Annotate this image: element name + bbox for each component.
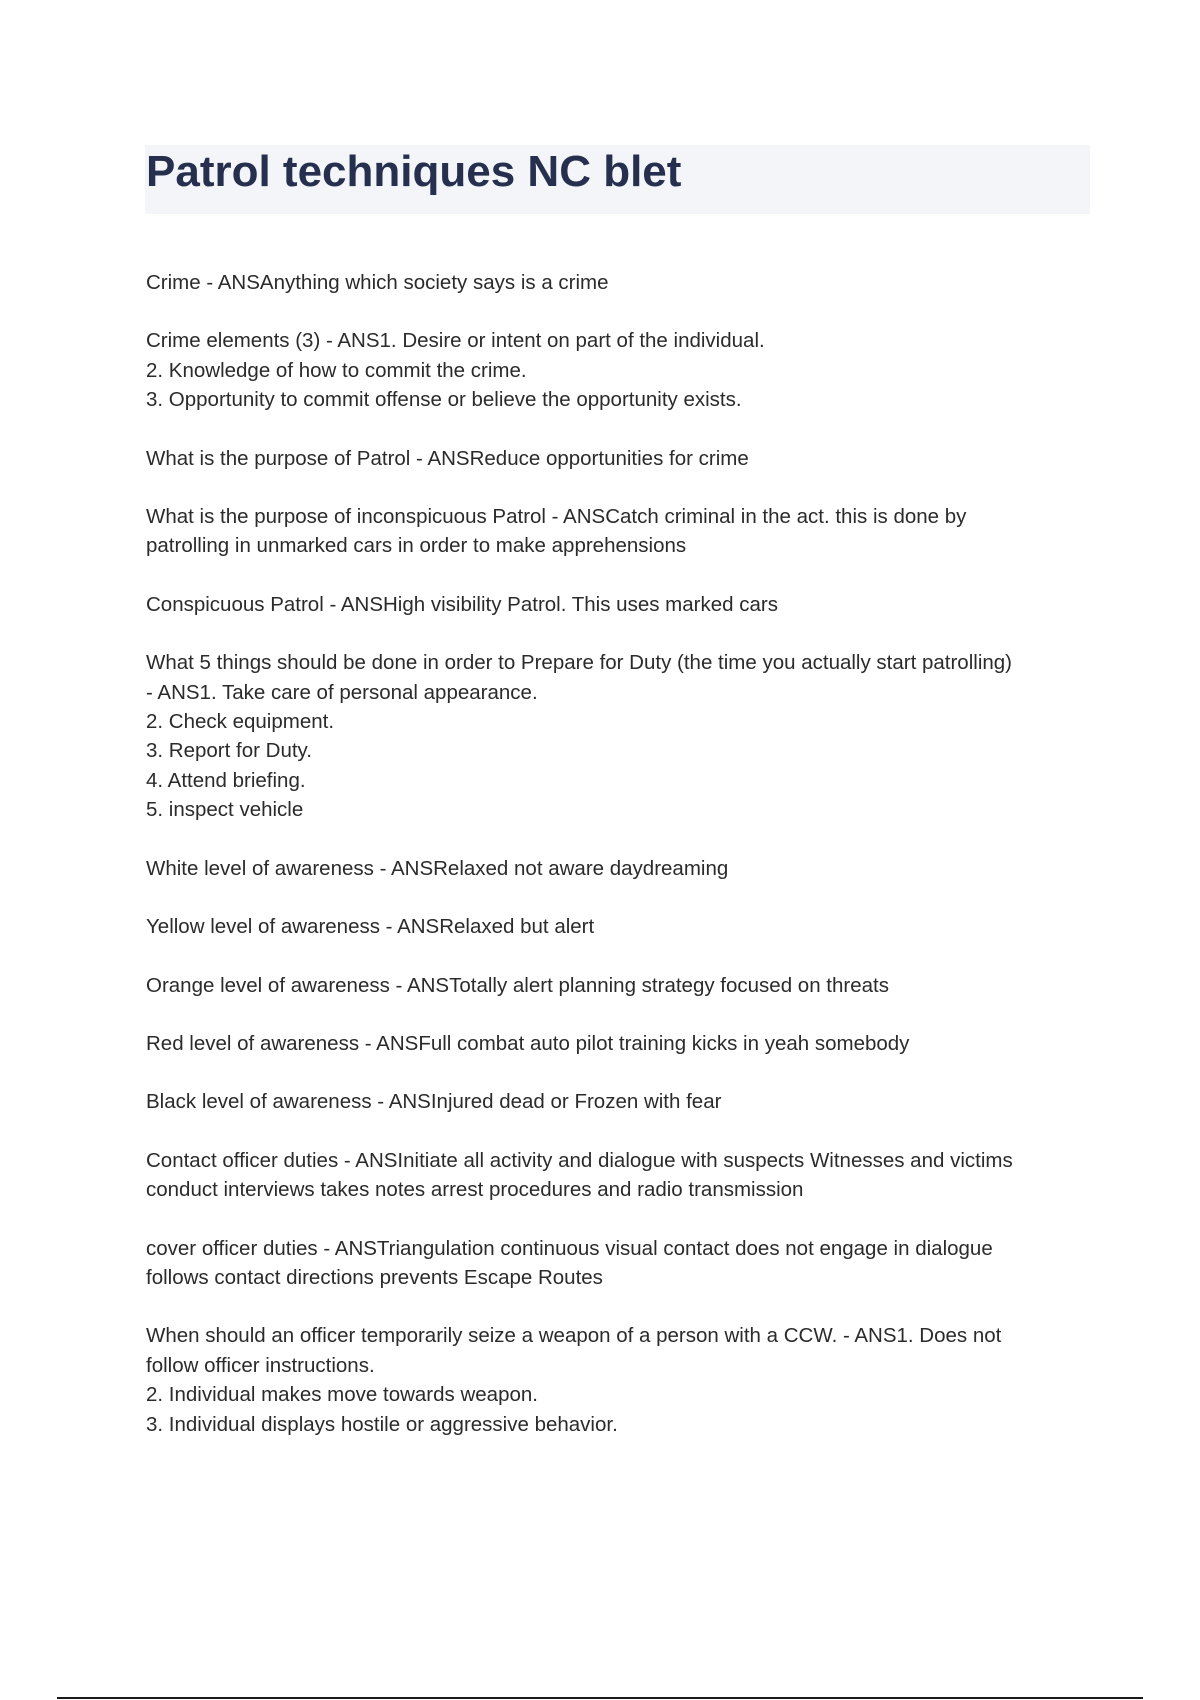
qa-entry-cover-officer: cover officer duties - ANSTriangulation continuous visual contact does not engage in dialogue follows contact directions prevents Escape Routes xyxy=(146,1236,993,1289)
qa-entry-yellow-awareness: Yellow level of awareness - ANSRelaxed but alert xyxy=(146,915,595,939)
qa-entry-crime: Crime - ANSAnything which society says is a crime xyxy=(146,271,609,294)
qa-entry-conspicuous-patrol: Conspicuous Patrol - ANSHigh visibility Patrol. This uses marked cars xyxy=(146,592,778,616)
qa-entry-prepare-for-duty: What 5 things should be done in order to Prepare for Duty (the time you actually start patrolling) - ANS1. Take care of personal appearance. 2. Check equipment. 3. Report for Duty. 4. Attend briefing. 5. inspect vehicle xyxy=(146,651,1013,822)
qa-entry-inconspicuous-patrol: What is the purpose of inconspicuous Patrol - ANSCatch criminal in the act. this is done by patrolling in unmarked cars in order to make apprehensions xyxy=(146,505,967,558)
qa-entry-white-awareness: White level of awareness - ANSRelaxed not aware daydreaming xyxy=(146,856,729,880)
page-title: Patrol techniques NC blet xyxy=(146,147,682,196)
qa-entry-black-awareness: Black level of awareness - ANSInjured dead or Frozen with fear xyxy=(146,1090,722,1114)
qa-entry-red-awareness: Red level of awareness - ANSFull combat auto pilot training kicks in yeah somebody xyxy=(146,1031,910,1055)
qa-entry-crime-elements: Crime elements (3) - ANS1. Desire or intent on part of the individual. 2. Knowledge of how to commit the crime. 3. Opportunity to commit offense or believe the opportunity exists. xyxy=(146,329,765,412)
footer-divider xyxy=(57,1697,1143,1699)
qa-entry-contact-officer: Contact officer duties - ANSInitiate all activity and dialogue with suspects Witnesses and victims conduct interviews takes notes arrest procedures and radio transmission xyxy=(146,1148,1013,1202)
qa-entry-orange-awareness: Orange level of awareness - ANSTotally alert planning strategy focused on threats xyxy=(146,973,889,997)
qa-entry-patrol-purpose: What is the purpose of Patrol - ANSReduce opportunities for crime xyxy=(146,446,749,470)
qa-list xyxy=(146,268,1096,1468)
qa-entry-seize-weapon: When should an officer temporarily seize a weapon of a person with a CCW. - ANS1. Does not follow officer instructions. 2. Individual makes move towards weapon. 3. Individual displays hostile or aggressive behavior. xyxy=(146,1324,1002,1436)
